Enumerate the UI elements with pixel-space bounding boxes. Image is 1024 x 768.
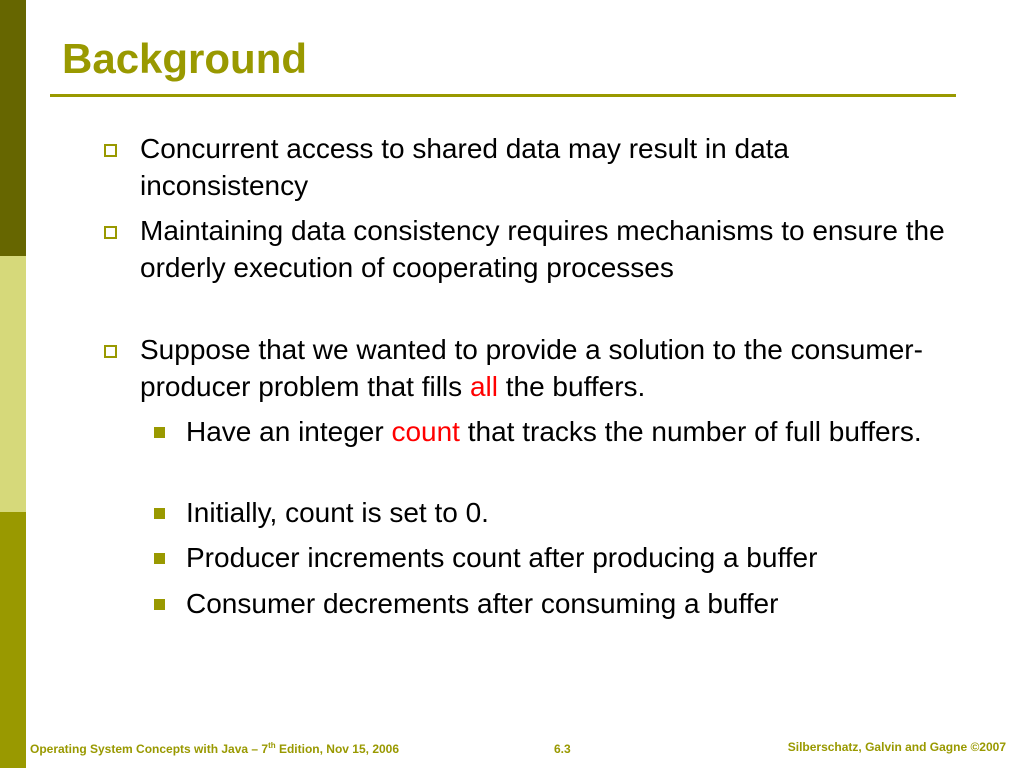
sub-bullet-text-part: that tracks the number of full buffers. bbox=[459, 416, 922, 447]
page-number: 6.3 bbox=[554, 742, 571, 756]
sidebar-segment-olive bbox=[0, 512, 26, 768]
footer-text-part: Operating System Concepts with Java – 7 bbox=[30, 742, 269, 756]
sidebar-segment-light bbox=[0, 256, 26, 512]
slide-title: Background bbox=[62, 35, 308, 82]
filled-square-bullet-icon bbox=[154, 508, 165, 519]
bullet-text-part: the buffers. bbox=[497, 371, 646, 402]
hollow-square-bullet-icon bbox=[104, 144, 117, 157]
footer-superscript: th bbox=[268, 741, 276, 750]
sub-bullet-text-part: Have an integer bbox=[186, 416, 392, 447]
hollow-square-bullet-icon bbox=[104, 226, 117, 239]
hollow-square-bullet-icon bbox=[104, 345, 117, 358]
highlighted-word: count bbox=[391, 416, 460, 447]
highlighted-word: all bbox=[469, 371, 498, 402]
filled-square-bullet-icon bbox=[154, 427, 165, 438]
sub-bullet-text: Initially, count is set to 0. bbox=[186, 497, 489, 528]
bullet-text: Concurrent access to shared data may result in data inconsistency bbox=[140, 133, 790, 201]
bullet-text-part: Suppose that we wanted to provide a solution to the consumer-producer problem that fills bbox=[140, 334, 923, 402]
bullet-text: Maintaining data consistency requires mechanisms to ensure the orderly execution of cooperating processes bbox=[140, 215, 945, 283]
filled-square-bullet-icon bbox=[154, 599, 165, 610]
sidebar-decoration bbox=[0, 0, 26, 768]
bullet-text bbox=[140, 331, 960, 405]
footer-text-part: Edition, Nov 15, 2006 bbox=[275, 742, 400, 756]
footer-book-title bbox=[30, 742, 399, 756]
sub-bullet-text: Consumer decrements after consuming a buffer bbox=[186, 588, 779, 619]
filled-square-bullet-icon bbox=[154, 553, 165, 564]
footer-copyright: Silberschatz, Galvin and Gagne ©2007 bbox=[787, 740, 1006, 754]
title-underline bbox=[50, 94, 956, 97]
sub-bullet-text: Producer increments count after producing a buffer bbox=[186, 542, 818, 573]
sidebar-segment-dark bbox=[0, 0, 26, 256]
sub-bullet-text bbox=[186, 413, 976, 450]
